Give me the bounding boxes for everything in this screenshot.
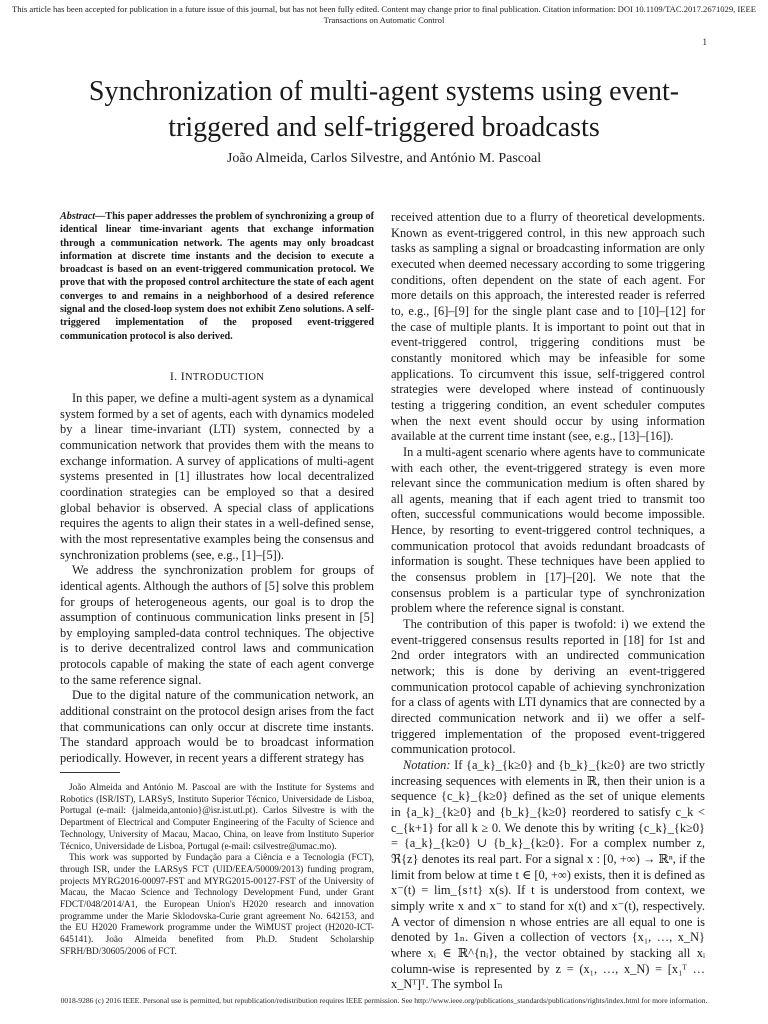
footnote-funding: This work was supported by Fundação para a Ciência e a Tecnologia (FCT), through ISR, under the LARSyS FCT (UID/EEA/50009/2013) funding program, projects MYRG2016-00097-FST and MYRG2015-00127-FST of the University of Macau, the Macao Science and Technology Development Fund, under Grant FDCT/048/2014/A1, the European Union's H2020 research and innovation programme under the Marie Sklodovska-Curie grant agreement No. 642153, and the EU H2020 Framework programme under the WiMUST project (H2020-ICT-645141). João Almeida benefited from Ph.D. Student Scholarship SFRH/BD/30605/2006 of FCT. <box>60 853 374 957</box>
section-number: I. <box>169 368 181 383</box>
paper-authors: João Almeida, Carlos Silvestre, and António M. Pascoal <box>226 151 542 166</box>
intro-paragraph: Due to the digital nature of the communication network, an additional constraint on the protocol design arises from the fact that communications can only occur at discrete time instants. The standard approach would be to broadcast information periodically. However, in recent years a different strategy has <box>60 688 374 766</box>
abstract <box>60 210 374 343</box>
body-paragraph: The contribution of this paper is twofold: i) we extend the event-triggered consensus results reported in [18] for 1st and 2nd order integrators with an undirected communication network; this is done by deriving an event-triggered communication protocol capable of achieving synchronization for a class of agents with LTI dynamics that are connected by a directed communication network and ii) we offer a self-triggered implementation of the proposed event-triggered communication protocol. <box>391 617 705 757</box>
right-column <box>391 210 705 993</box>
intro-paragraph: In this paper, we define a multi-agent system as a dynamical system formed by a set of agents, each with dynamics modeled by a linear time-invariant (LTI) system, connected by a communication network that provides them with the means to exchange information. A survey of applications of multi-agent systems presented in [1] illustrates how local decentralized coordination strategies can be employed so that a desired global behavior is observed. A special class of applications requires the agents to align their states in a well-defined sense, with the most representative examples being the consensus and synchronization problems (see, e.g., [1]–[5]). <box>60 390 374 562</box>
footnote-rule <box>60 772 120 773</box>
body-paragraph: received attention due to a flurry of theoretical developments. Known as event-triggered control, in this new approach such tasks as sampling a signal or broadcasting information are only executed when deemed necessary according to some triggering conditions, often dependent on the state of each agent. For more details on this approach, the interested reader is referred to, e.g., [6]–[9] for the single plant case and to [10]–[12] for the case of multiple plants. It is important to point out that in event-triggered control, triggering conditions must be constantly monitored which may be infeasible for some applications. To circumvent this issue, self-triggered control strategies were developed where instead of continuously testing a triggering condition, an event scheduler computes when the next event should occur by using information available at the current time instant (see, e.g., [13]–[16]). <box>391 210 705 444</box>
intro-paragraph: We address the synchronization problem for groups of identical agents. Although the authors of [5] solve this problem for groups of heterogeneous agents, our goal is to drop the assumption of continuous communication links present in [5] by employing sampled-data control techniques. The objective is to derive decentralized control laws and communication protocols capable of making the state of each agent converge to the same reference signal. <box>60 563 374 687</box>
footnotes <box>60 783 374 959</box>
notation-text: If {a_k}_{k≥0} and {b_k}_{k≥0} are two strictly increasing sequences with elements in ℝ, then their union is a sequence {c_k}_{k≥0} defined as the set of unique elements in {a_k}_{k≥0} and {b_k}_{k≥0} reordered to satisfy c_k < c_{k+1} for all k ≥ 0. We denote this by writing {c_k}_{k≥0} = {a_k}_{k≥0} ∪ {b_k}_{k≥0}. For a complex number z, ℜ{z} denotes its real part. For a signal x : [0, +∞) → ℝⁿ, if the limit from below at time t ∈ [0, +∞) exists, then it is defined as x⁻(t) = lim_{s↑t} x(s). If t is understood from context, we simply write x and x⁻ to stand for x(t) and x⁻(t), respectively. A vector of dimension n whose entries are all equal to one is denoted by 1ₙ. Given a collection of vectors {x₁, …, x_N} where xᵢ ∈ ℝ^{nᵢ}, the vector obtained by stacking all xᵢ column-wise is represented by z = (x₁, …, x_N) = [x₁ᵀ … x_Nᵀ]ᵀ. The symbol Iₙ <box>391 757 705 992</box>
introduction-body <box>60 391 374 767</box>
copyright-footer: 0018-9286 (c) 2016 IEEE. Personal use is permitted, but republication/redistribution requires IEEE permission. See http://www.ieee.org/publications_standards/publications/rights/index.html for more information. <box>60 996 708 1005</box>
section-heading-introduction <box>60 369 374 384</box>
page-number: 1 <box>702 37 707 47</box>
left-column <box>60 210 374 767</box>
journal-notice <box>0 4 768 26</box>
section-initial: I <box>180 368 186 383</box>
notation-label: Notation: <box>403 757 451 772</box>
abstract-lead: Abstract <box>60 211 96 222</box>
paper-title: Synchronization of multi-agent systems using event-triggered and self-triggered broadcasts <box>88 76 680 143</box>
body-paragraph: In a multi-agent scenario where agents have to communicate with each other, the event-triggered strategy is even more relevant since the communication medium is often shared by all agents, meaning that if each agent tried to transmit too often, successful communications would become impossible. Hence, by resorting to event-triggered control techniques, a communication protocol that avoids redundant broadcasts of information is sought. These techniques have been applied to the consensus problem in [17]–[20]. We note that the consensus problem is a particular type of synchronization problem where the reference signal is constant. <box>391 444 705 616</box>
section-title-rest: NTRODUCTION <box>185 371 265 383</box>
abstract-text: —This paper addresses the problem of synchronizing a group of identical linear time-invariant agents that exchange information through a communication network. The agents may only broadcast information at discrete time instants and the decision to execute a broadcast is based on an event-triggered communication protocol. We prove that with the proposed control architecture the state of each agent converges to and remains in a neighborhood of a desired reference signal and the closed-loop system does not exhibit Zeno solutions. A self-triggered implementation of the proposed event-triggered communication protocol is also derived. <box>60 211 374 342</box>
journal-notice-line1: This article has been accepted for publication in a future issue of this journal, but has not been fully edited. Content may change prior to final publication. Citation information: DOI 10.1109/TAC.2017.2671029, IEEE <box>11 4 757 14</box>
footnote-affiliations: João Almeida and António M. Pascoal are with the Institute for Systems and Robotics (ISR/IST), LARSyS, Instituto Superior Técnico, Universidade de Lisboa, Portugal (e-mail: {jalmeida,antonio}@isr.ist.utl.pt). Carlos Silvestre is with the Department of Electrical and Computer Engineering of the Faculty of Science and Technology, University of Macau, Macao, China, on leave from Instituto Superior Técnico, Universidade de Lisboa, Portugal (e-mail: csilvestre@umac.mo). <box>60 783 374 852</box>
notation-paragraph <box>391 758 705 993</box>
journal-notice-line2: Transactions on Automatic Control <box>323 15 445 25</box>
